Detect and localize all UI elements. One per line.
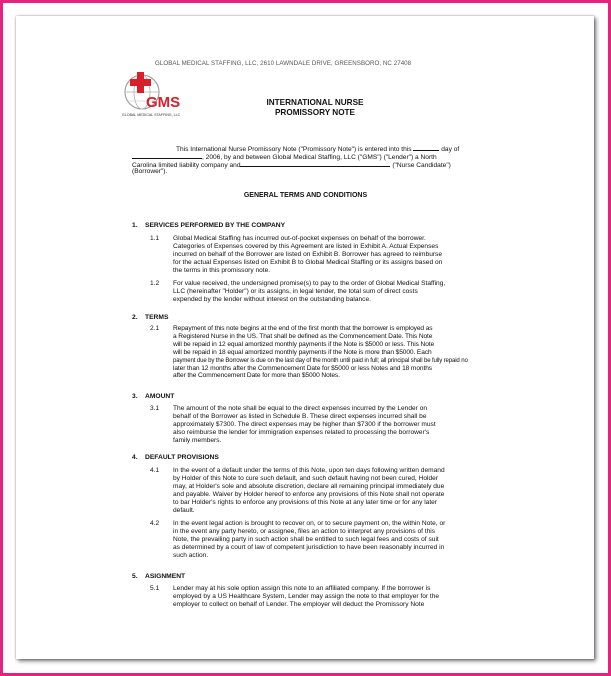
title-line-1: INTERNATIONAL NURSE (266, 98, 364, 107)
logo-graphic (116, 66, 211, 118)
section-1-2-number: 1.2 (150, 280, 160, 287)
section-1-1-paragraph: Global Medical Staffing has incurred out-of-pocket expenses on behalf of the borrower. Categories of Expenses covered by this Agreement are listed in Exhibit A. Actual Expenses incurred on behalf of the Borrower are listed on Exhibit B. Borrower has agreed to reimburse for the actual Expenses listed on Exhibit B to Global Medical Staffing or its assigns based on the terms in this promissory note. (173, 235, 443, 274)
section-4-1-number: 4.1 (150, 467, 160, 474)
section-3-1-number: 3.1 (150, 405, 160, 412)
section-3-heading: 3. AMOUNT (132, 393, 175, 400)
intro-text-3a: Carolina limited liability company and (132, 162, 241, 169)
section-4-2-paragraph: In the event legal action is brought to recover on, or to secure payment on, the within Note, or in the event any party hereto, or assignee, files an action to interpret any provisions of this Note, the prevailing party in such action shall be entitled to such legal fees and costs of suit as determined by a court of law of competent jurisdiction to have been reasonably incurred in such action. (173, 520, 446, 559)
general-terms-heading: GENERAL TERMS AND CONDITIONS (243, 192, 368, 199)
section-1-1-number: 1.1 (150, 235, 160, 242)
section-4-1-paragraph: In the event of a default under the terms of this Note, upon ten days following written demand by Holder of this Note to cure such default, and such default having not been cured, Holder may, at Holder's sole and absolute discretion, declare all remaining principal immediately due and payable. Waiver by Holder hereof to enforce any provisions of this Note shall not operate to bar Holder's rights to enforce any provisions of this Note at any later time or for any later default. (173, 467, 445, 514)
section-1-2-paragraph: For value received, the undersigned promise(s) to pay to the order of Global Medical Staffing, LLC (hereinafter "Holder") or its assigns, in legal tender, the total sum of direct costs expended by the lender without interest on the outstanding balance. (173, 280, 446, 303)
section-2-1-number: 2.1 (150, 325, 160, 332)
gms-logo (116, 66, 211, 118)
intro-text-2: , 2006, by and between Global Medical Staffing, LLC ("GMS") ("Lender") a North (202, 154, 437, 161)
section-3-1-paragraph: The amount of the note shall be equal to the direct expenses incurred by the Lender on behalf of the Borrower as listed in Schedule B. These direct expenses incurred shall be approximately $7300. The direct expenses may be higher than $7300 if the borrower must also reimburse the lender for immigration expenses related to processing the borrower's family members. (173, 405, 436, 444)
intro-line-3 (132, 160, 451, 170)
section-5-1-paragraph: Lender may at his sole option assign this note to an affiliated company. If the borrower is employed by a US Healthcare System, Lender may assign the note to that employer for the employer to collect on behalf of Lender. The employer will deduct the Promissory Note (173, 585, 440, 608)
header-address: GLOBAL MEDICAL STAFFING, LLC, 2610 LAWNDALE DRIVE, GREENSBORO, NC 27408 (155, 60, 412, 67)
intro-text-3b: ("Nurse Candidate") (392, 162, 451, 169)
blank-borrower-name (240, 160, 390, 167)
logo-subtitle: GLOBAL MEDICAL STAFFING, LLC (122, 113, 181, 117)
section-2-1-paragraph: Repayment of this note begins at the end of the first month that the borrower is employed as a Registered Nurse in the US. That shall be defined as the Commencement Date. This Note will be repaid in 12 equal amortized monthly payments if the Note is $5000 or less. This Note will be repaid in 18 equal amortized monthly payments if the Note is more than $5000. Each payment due by the Borrower is due on the last day of the month until paid in full; all principal shall be fully repaid no later than 12 months after the Commencement Date for $5000 or less Notes and 18 months after the Commencement Date for more than $5000 Notes. (173, 325, 468, 380)
section-5-1-number: 5.1 (150, 585, 160, 592)
intro-text-1b: day of (441, 146, 460, 153)
intro-text-1a: This International Nurse Promissory Note ("Promissory Note") is entered into this (176, 146, 412, 153)
section-4-2-number: 4.2 (150, 520, 160, 527)
section-1-heading: 1. SERVICES PERFORMED BY THE COMPANY (132, 222, 286, 229)
document-title (245, 98, 385, 118)
logo-text: GMS (146, 94, 181, 111)
blank-month (132, 152, 202, 159)
section-2-heading: 2. TERMS (132, 314, 169, 321)
section-5-heading: 5. ASIGNMENT (132, 573, 186, 580)
intro-line-4: (Borrower"). (132, 168, 168, 175)
blank-day (413, 144, 439, 151)
section-4-heading: 4. DEFAULT PROVISIONS (132, 454, 219, 461)
title-line-2: PROMISSORY NOTE (274, 108, 356, 117)
